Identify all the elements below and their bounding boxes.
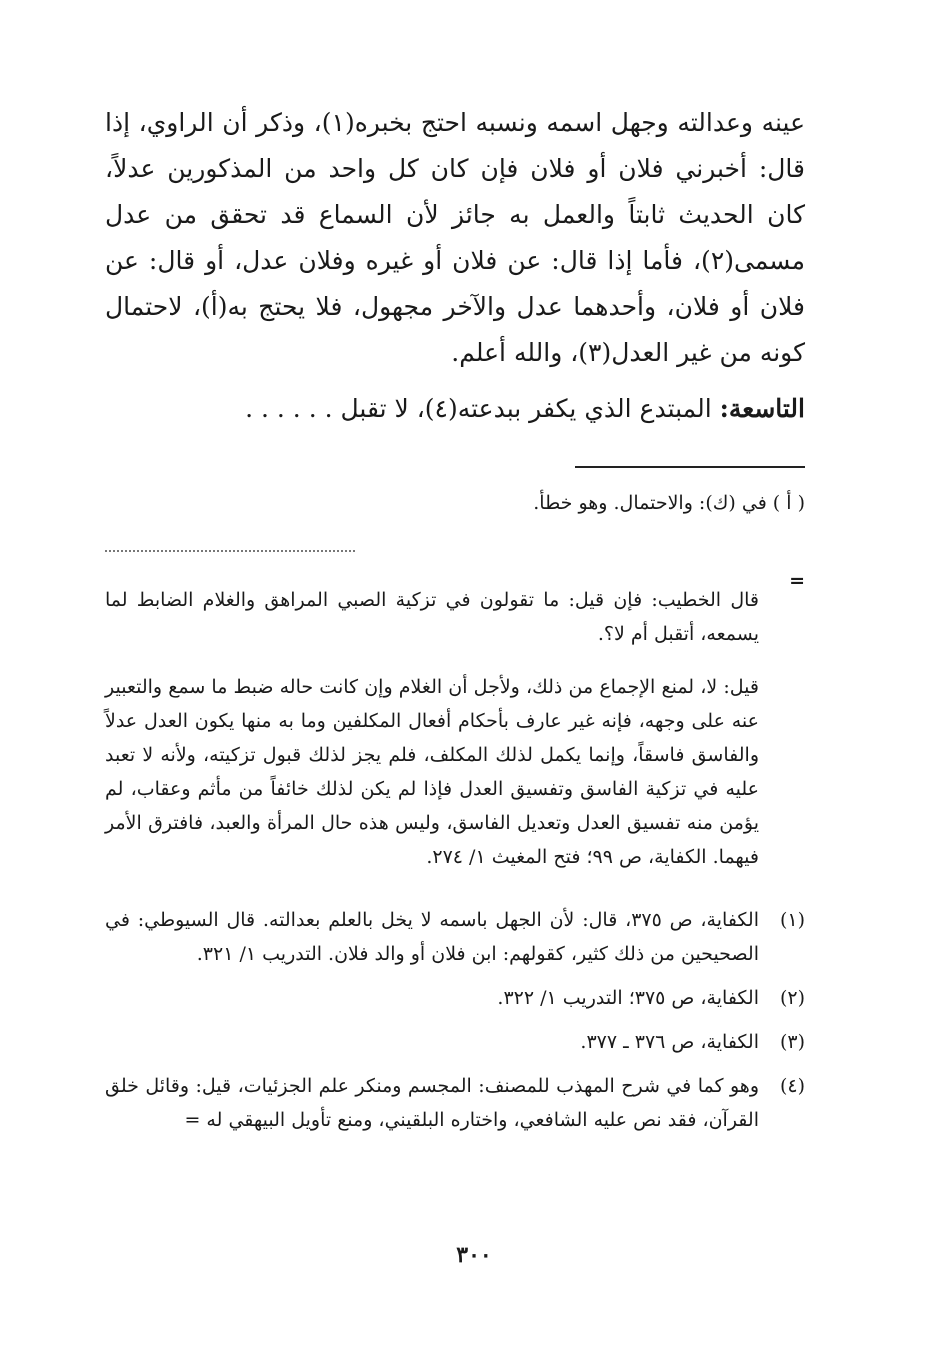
section-heading: التاسعة: (719, 394, 805, 423)
continuation-marker: = (789, 570, 805, 592)
footnotes-area (105, 486, 805, 1137)
footnote-3 (105, 1025, 805, 1059)
footnote-separator (575, 466, 805, 468)
footnote-4 (105, 1069, 805, 1137)
continuation-paragraph-1: قال الخطيب: فإن قيل: ما تقولون في تزكية الصبي المراهق والغلام الضابط لما يسمعه، أتقبل أم لا؟. (105, 589, 759, 645)
footnote-text: الكفاية، ص ٣٧٦ ـ ٣٧٧. (580, 1031, 759, 1053)
footnote-number: (٤) (779, 1075, 805, 1097)
footnote-text: وهو كما في شرح المهذب للمصنف: المجسم ومنكر علم الجزئيات، قيل: وقائل خلق القرآن، فقد نص عليه الشافعي، واختاره البلقيني، ومنع تأويل البيهقي له = (105, 1075, 759, 1131)
footnote-number: (٣) (779, 1031, 805, 1053)
continued-footnote (105, 564, 805, 893)
footnote-text: الكفاية، ص ٣٧٥؛ التدريب ١/ ٣٢٢. (497, 987, 759, 1009)
main-text (105, 100, 805, 432)
footnote-number: (١) (779, 909, 805, 931)
footnote-2 (105, 981, 805, 1015)
dotted-separator (105, 550, 355, 552)
section-paragraph (105, 386, 805, 432)
section-text: المبتدع الذي يكفر ببدعته(٤)، لا تقبل . . . . . . (245, 394, 712, 423)
main-paragraph: عينه وعدالته وجهل اسمه ونسبه احتج بخبره(١)، وذكر أن الراوي، إذا قال: أخبرني فلان أو فلان فإن كان كل واحد من المذكورين عدلاً، كان الحديث ثابتاً والعمل به جائز لأن السماع قد تحقق من عدل مسمى(٢)، فأما إذا قال: عن فلان أو غيره وفلان عدل، أو قال: عن فلان أو فلان، وأحدهما عدل والآخر مجهول، فلا يحتج به(أ)، لاحتمال كونه من غير العدل(٣)، والله أعلم. (105, 108, 805, 367)
page-number: ٣٠٠ (456, 1242, 492, 1268)
footnote-1 (105, 903, 805, 971)
page (105, 100, 805, 1137)
continuation-paragraph-2: قيل: لا، لمنع الإجماع من ذلك، ولأجل أن الغلام وإن كانت حاله ضبط ما سمع والتعبير عنه على وجهه، فإنه غير عارف بأحكام أفعال المكلفين وما به منها يكون العدل عدلاً والفاسق فاسقاً، وإنما يكمل لذلك المكلف، فلم يجز لذلك قبول تزكيته، ولأنه لا تعبد عليه في تزكية الفاسق وتفسيق العدل فإذا لم يكن لذلك خائفاً من مأثم وعقاب، لم يؤمن منه تفسيق العدل وتعديل الفاسق، وليس هذه حال المرأة والعبد، فافترق الأمر فيهما. الكفاية، ص ٩٩؛ فتح المغيث ١/ ٢٧٤. (105, 676, 759, 868)
footnote-text: الكفاية، ص ٣٧٥، قال: لأن الجهل باسمه لا يخل بالعلم بعدالته. قال السيوطي: في الصحيحين من ذلك كثير، كقولهم: ابن فلان أو والد فلان. التدريب ١/ ٣٢١. (105, 909, 759, 965)
footnote-number: (٢) (779, 987, 805, 1009)
footnote-alpha: ( أ ) في (ك): والاحتمال. وهو خطأ. (533, 492, 805, 514)
